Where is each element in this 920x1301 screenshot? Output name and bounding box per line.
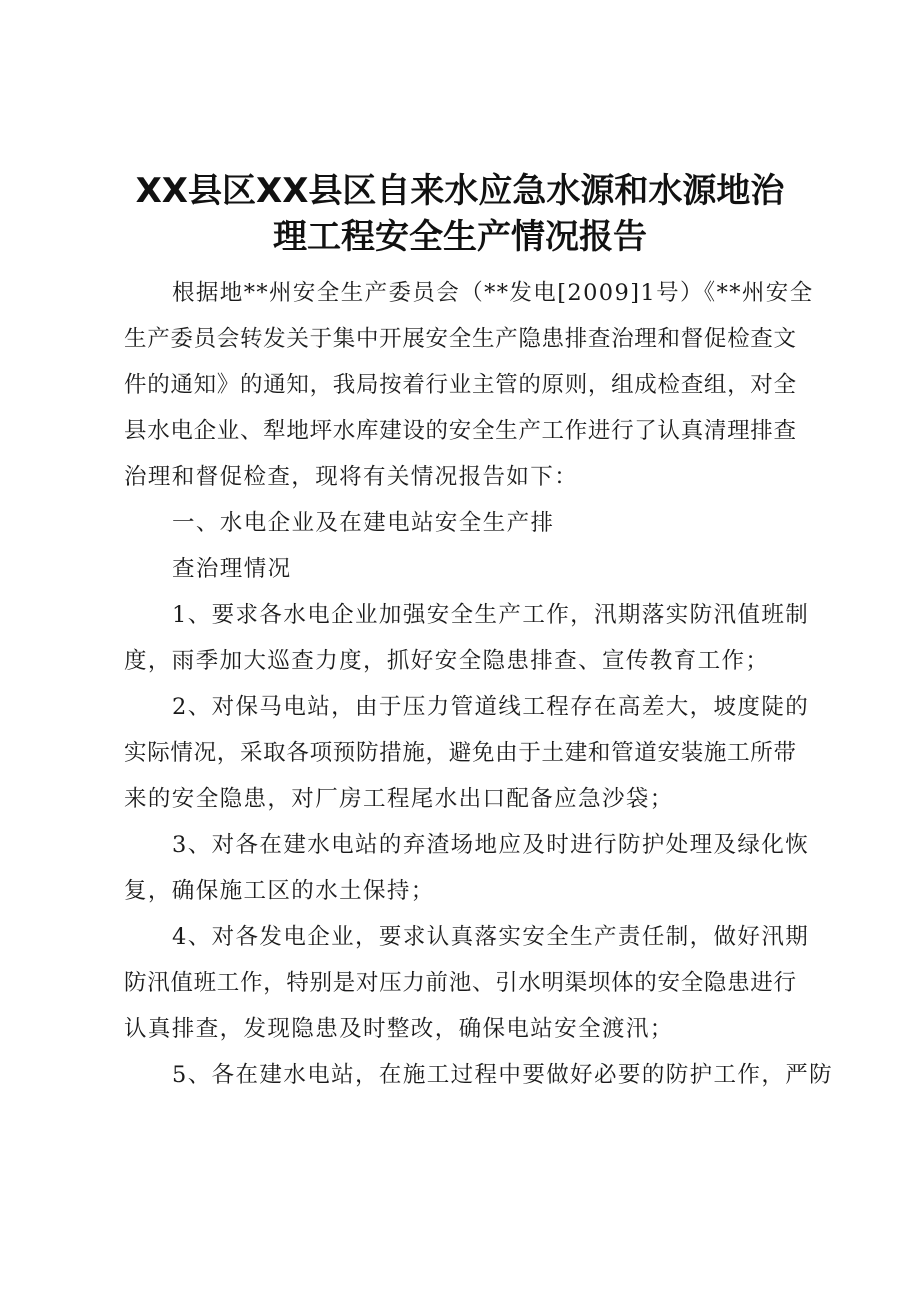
list-item-1	[124, 592, 810, 684]
section-heading	[124, 500, 796, 592]
paragraph-line: 度，雨季加大巡查力度，抓好安全隐患排查、宣传教育工作；	[124, 648, 770, 674]
paragraph-line: 3、对各在建水电站的弃渣场地应及时进行防护处理及绿化恢	[172, 832, 810, 858]
paragraph-line: 治理和督促检查，现将有关情况报告如下：	[124, 464, 579, 490]
paragraph-line: 4、对各发电企业，要求认真落实安全生产责任制，做好汛期	[172, 924, 810, 950]
paragraph-line: 1、要求各水电企业加强安全生产工作，汛期落实防汛值班制	[172, 602, 810, 628]
title-line: XX县区XX县区自来水应急水源和水源地治	[135, 171, 785, 211]
list-item-2	[124, 684, 810, 822]
paragraph-intro	[124, 270, 814, 500]
paragraph-line: 件的通知》的通知，我局按着行业主管的原则，组成检查组，对全	[124, 372, 796, 398]
paragraph-line: 根据地**州安全生产委员会（**发电[2009]1号）《**州安全	[172, 280, 814, 306]
list-item-3	[124, 822, 810, 914]
document-title	[100, 168, 820, 260]
heading-line: 一、水电企业及在建电站安全生产排	[172, 510, 555, 536]
list-item-4	[124, 914, 810, 1052]
list-item-5	[124, 1052, 834, 1098]
paragraph-line: 2、对保马电站，由于压力管道线工程存在高差大，坡度陡的	[172, 694, 810, 720]
paragraph-line: 防汛值班工作，特别是对压力前池、引水明渠坝体的安全隐患进行	[124, 970, 796, 996]
paragraph-line: 生产委员会转发关于集中开展安全生产隐患排查治理和督促检查文	[124, 326, 796, 352]
document-body	[124, 270, 834, 1098]
title-line: 理工程安全生产情况报告	[273, 217, 647, 257]
paragraph-line: 来的安全隐患，对厂房工程尾水出口配备应急沙袋；	[124, 786, 674, 812]
paragraph-line: 实际情况，采取各项预防措施，避免由于土建和管道安装施工所带	[124, 740, 796, 766]
paragraph-line: 5、各在建水电站，在施工过程中要做好必要的防护工作，严防	[172, 1062, 834, 1088]
paragraph-line: 认真排查，发现隐患及时整改，确保电站安全渡汛；	[124, 1016, 674, 1042]
paragraph-line: 县水电企业、犁地坪水库建设的安全生产工作进行了认真清理排查	[124, 418, 796, 444]
paragraph-line: 复，确保施工区的水土保持；	[124, 878, 435, 904]
heading-line: 查治理情况	[172, 556, 292, 582]
